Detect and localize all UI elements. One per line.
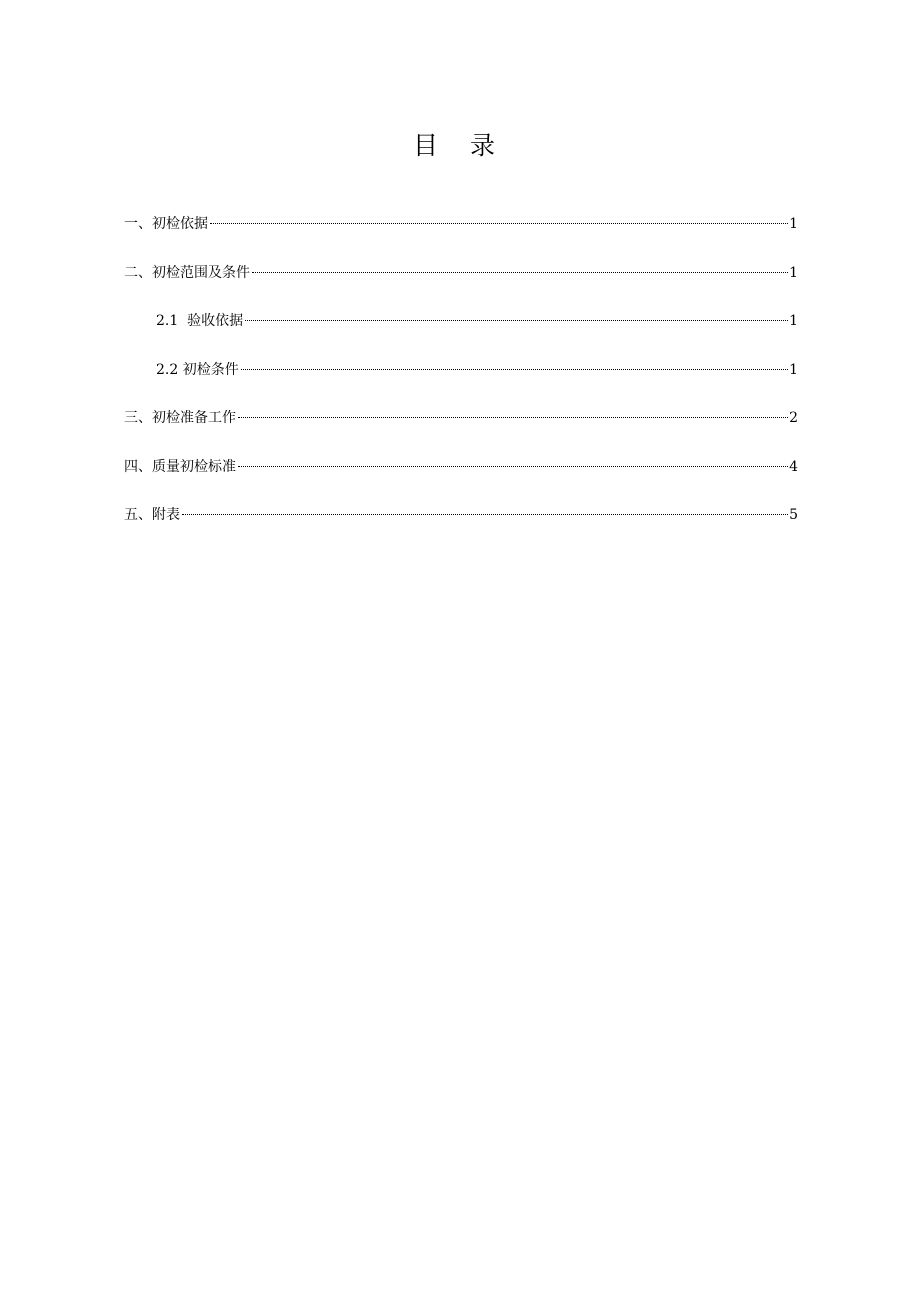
toc-entry-acceptance-basis[interactable] bbox=[124, 309, 798, 358]
toc-entry-label: 2.2 初检条件 bbox=[156, 361, 239, 378]
dot-leader bbox=[182, 514, 788, 515]
dot-leader bbox=[210, 223, 788, 224]
toc-entry-quality-standards[interactable] bbox=[124, 455, 798, 504]
toc-entry-page-number: 1 bbox=[789, 264, 798, 281]
toc-entry-basis[interactable] bbox=[124, 212, 798, 261]
toc-entry-page-number: 2 bbox=[789, 410, 798, 426]
toc-entry-appendix[interactable] bbox=[124, 503, 798, 552]
toc-entry-preparation[interactable] bbox=[124, 406, 798, 455]
toc-entry-label: 四、质量初检标准 bbox=[124, 458, 236, 475]
toc-entry-page-number: 1 bbox=[789, 216, 798, 232]
toc-entry-label: 五、附表 bbox=[124, 507, 180, 523]
toc-entry-page-number: 1 bbox=[789, 361, 798, 378]
dot-leader bbox=[238, 466, 788, 467]
dot-leader bbox=[252, 272, 788, 273]
dot-leader bbox=[238, 417, 788, 418]
toc-entry-page-number: 4 bbox=[789, 458, 798, 475]
toc-entry-label: 二、初检范围及条件 bbox=[124, 264, 250, 281]
toc-entry-label: 2.1 验收依据 bbox=[156, 313, 244, 329]
toc-entry-scope-conditions[interactable] bbox=[124, 261, 798, 310]
toc-entry-inspection-conditions[interactable] bbox=[124, 358, 798, 407]
toc-entry-label: 三、初检准备工作 bbox=[124, 410, 236, 426]
toc-entry-label: 一、初检依据 bbox=[124, 216, 208, 232]
dot-leader bbox=[245, 320, 788, 321]
table-of-contents bbox=[124, 212, 798, 552]
toc-title: 目 录 bbox=[413, 131, 507, 160]
dot-leader bbox=[241, 369, 788, 370]
toc-entry-page-number: 1 bbox=[789, 313, 798, 329]
toc-entry-page-number: 5 bbox=[789, 507, 798, 523]
